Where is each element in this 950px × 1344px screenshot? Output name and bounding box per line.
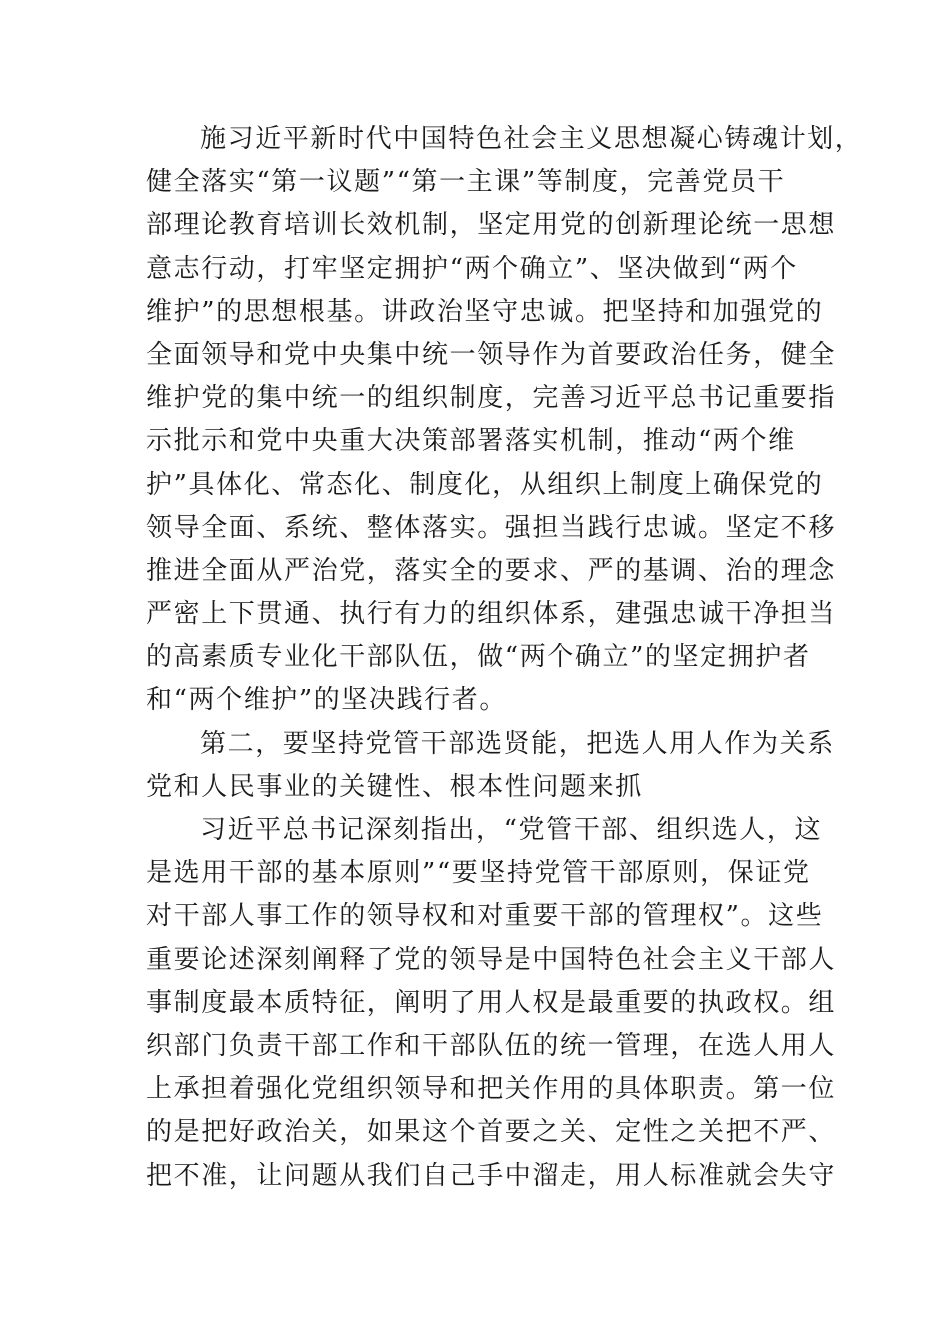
- text-line: 严密上下贯通、执行有力的组织体系，建强忠诚干净担当: [146, 599, 837, 630]
- text-line: 护”具体化、常态化、制度化，从组织上制度上确保党的: [146, 469, 824, 500]
- text-line: 上承担着强化党组织领导和把关作用的具体职责。第一位: [146, 1074, 837, 1105]
- text-line: 把不准，让问题从我们自己手中溜走，用人标准就会失守: [146, 1160, 837, 1191]
- text-line: 织部门负责干部工作和干部队伍的统一管理，在选人用人: [146, 1030, 837, 1061]
- text-line: 对干部人事工作的领导权和对重要干部的管理权”。这些: [146, 901, 824, 932]
- text-line: 部理论教育培训长效机制，坚定用党的创新理论统一思想: [146, 210, 837, 241]
- text-line: 健全落实“第一议题”“第一主课”等制度，完善党员干: [146, 167, 786, 198]
- text-line: 是选用干部的基本原则”“要坚持党管干部原则，保证党: [146, 858, 811, 889]
- text-line: 重要论述深刻阐释了党的领导是中国特色社会主义干部人: [146, 944, 837, 975]
- section-heading-line: 第二，要坚持党管干部选贤能，把选人用人作为关系: [200, 728, 835, 759]
- text-line: 施习近平新时代中国特色社会主义思想凝心铸魂计划，: [200, 124, 863, 154]
- text-line: 领导全面、系统、整体落实。强担当践行忠诚。坚定不移: [146, 512, 837, 543]
- text-line: 示批示和党中央重大决策部署落实机制，推动“两个维: [146, 426, 796, 457]
- section-heading-line: 党和人民事业的关键性、根本性问题来抓: [146, 771, 643, 802]
- text-line: 维护党的集中统一的组织制度，完善习近平总书记重要指: [146, 383, 837, 414]
- text-line: 的是把好政治关，如果这个首要之关、定性之关把不严、: [146, 1117, 837, 1148]
- text-line: 事制度最本质特征，阐明了用人权是最重要的执政权。组: [146, 987, 837, 1018]
- text-line: 的高素质专业化干部队伍，做“两个确立”的坚定拥护者: [146, 642, 811, 673]
- text-line: 习近平总书记深刻指出，“党管干部、组织选人，这: [200, 815, 823, 845]
- text-line: 全面领导和党中央集中统一领导作为首要政治任务，健全: [146, 339, 837, 370]
- text-line: 和“两个维护”的坚决践行者。: [146, 685, 507, 716]
- body-text: [146, 118, 863, 1198]
- text-line: 意志行动，打牢坚定拥护“两个确立”、坚决做到“两个: [146, 253, 798, 284]
- text-line: 维护”的思想根基。讲政治坚守忠诚。把坚持和加强党的: [146, 296, 824, 327]
- text-line: 推进全面从严治党，落实全的要求、严的基调、治的理念: [146, 555, 837, 586]
